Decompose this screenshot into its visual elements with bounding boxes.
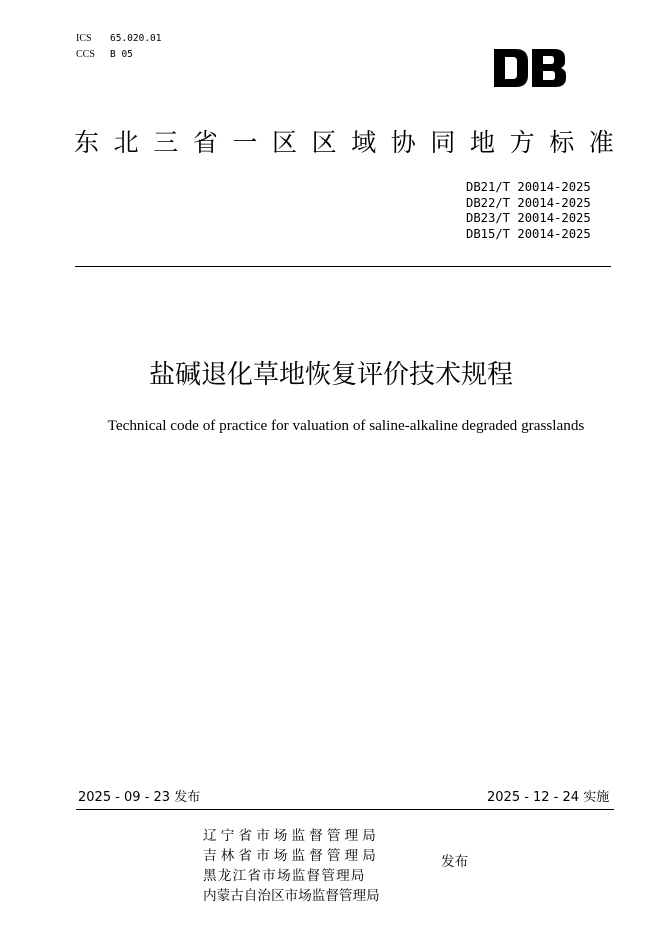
implementation-date: 2025 - 12 - 24 实施 (487, 790, 610, 805)
publish-label: 发布 (441, 854, 469, 870)
top-divider (75, 266, 611, 267)
issue-date: 2025 - 09 - 23 发布 (78, 790, 201, 805)
db-logo (494, 49, 566, 87)
issuer-item: 黑龙江省市场监督管理局 (203, 868, 366, 884)
ccs-label: CCS (76, 49, 95, 60)
standard-number: DB21/T 20014-2025 (466, 180, 591, 194)
document-title-en: Technical code of practice for valuation of saline-alkaline degraded grasslands (107, 417, 585, 434)
ics-label: ICS (76, 33, 92, 44)
bottom-divider (76, 809, 614, 810)
issuer-item: 内蒙古自治区市场监督管理局 (203, 888, 380, 904)
issuing-authorities (203, 826, 380, 906)
standard-number: DB15/T 20014-2025 (466, 226, 591, 241)
standard-number: DB22/T 20014-2025 (466, 195, 591, 210)
issuer-item: 吉林省市场监督管理局 (203, 848, 380, 864)
standard-category: 东北三省一区区域协同地方标准 (74, 128, 629, 157)
document-title-cn: 盐碱退化草地恢复评价技术规程 (148, 360, 513, 390)
standard-numbers (466, 180, 614, 242)
issuer-item: 辽宁省市场监督管理局 (203, 828, 380, 844)
standard-number: DB23/T 20014-2025 (466, 211, 591, 225)
ccs-code: B 05 (110, 49, 133, 60)
ics-code: 65.020.01 (110, 33, 162, 44)
